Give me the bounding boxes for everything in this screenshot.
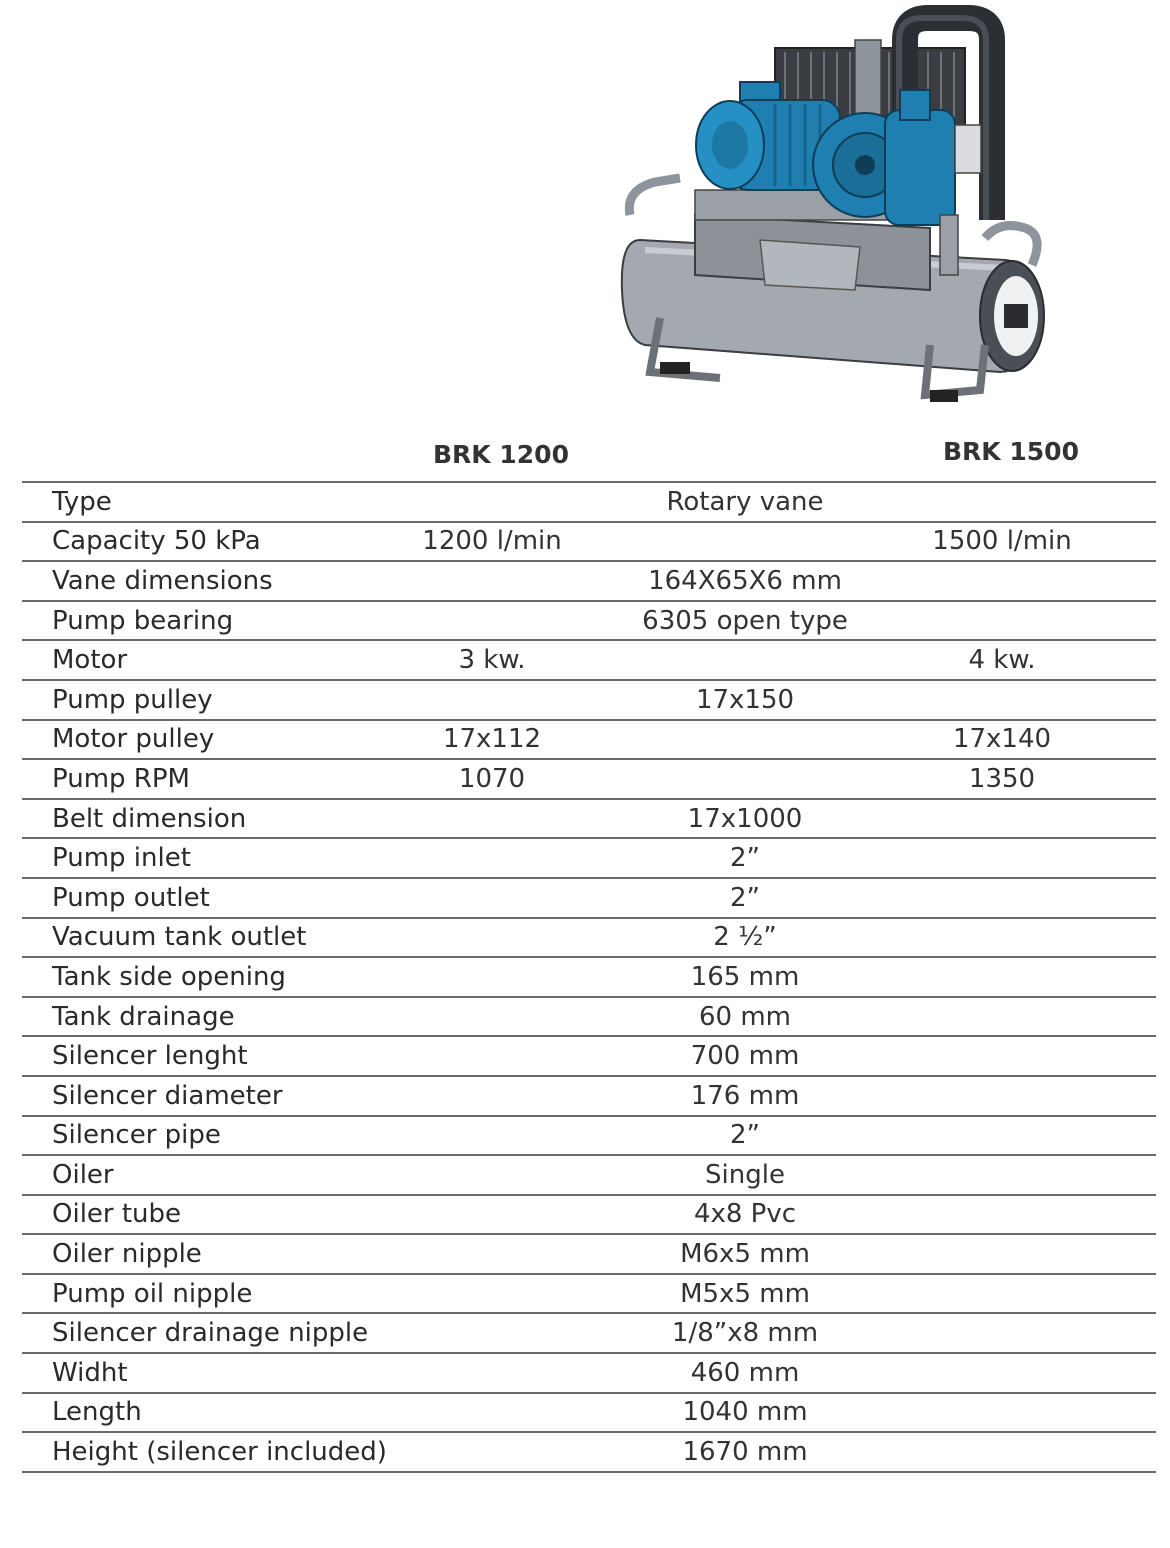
spec-value-shared: 60 mm	[698, 1001, 792, 1032]
spec-value-brk-1500: 1350	[968, 763, 1036, 794]
spec-value-brk-1200: 3 kw.	[458, 645, 526, 676]
spec-label: Capacity 50 kPa	[52, 526, 261, 557]
spec-value-shared: 176 mm	[690, 1080, 800, 1111]
spec-value-shared: Rotary vane	[666, 486, 824, 517]
spec-row	[22, 1196, 1156, 1236]
spec-value-brk-1200: 1200 l/min	[422, 526, 562, 557]
spec-label: Pump bearing	[52, 605, 234, 636]
spec-row	[22, 641, 1156, 681]
spec-row	[22, 879, 1156, 919]
spec-value-shared: 6305 open type	[642, 605, 848, 636]
spec-row	[22, 1117, 1156, 1157]
spec-label: Pump inlet	[52, 843, 191, 874]
spec-label: Silencer drainage nipple	[52, 1318, 369, 1349]
spec-row	[22, 1275, 1156, 1315]
model-header-brk-1500: BRK 1500	[943, 437, 1079, 466]
vacuum-pump-illustration	[600, 0, 1060, 410]
spec-row	[22, 721, 1156, 761]
spec-label: Silencer diameter	[52, 1080, 283, 1111]
spec-row	[22, 760, 1156, 800]
spec-row	[22, 919, 1156, 959]
spec-value-shared: M5x5 mm	[680, 1278, 810, 1309]
spec-value-brk-1500: 4 kw.	[968, 645, 1036, 676]
spec-row	[22, 998, 1156, 1038]
spec-value-shared: 460 mm	[690, 1357, 800, 1388]
spec-label: Silencer pipe	[52, 1120, 221, 1151]
spec-value-shared: M6x5 mm	[680, 1239, 810, 1270]
spec-label: Motor pulley	[52, 724, 215, 755]
spec-value-shared: 4x8 Pvc	[693, 1199, 797, 1230]
spec-row	[22, 1077, 1156, 1117]
spec-row	[22, 1156, 1156, 1196]
spec-label: Pump pulley	[52, 684, 213, 715]
spec-value-shared: 165 mm	[690, 961, 800, 992]
spec-label: Oiler tube	[52, 1199, 182, 1230]
spec-label: Belt dimension	[52, 803, 247, 834]
spec-value-brk-1200: 1070	[458, 763, 526, 794]
spec-value-shared: 2”	[729, 843, 761, 874]
spec-label: Oiler	[52, 1159, 114, 1190]
spec-value-shared: 17x1000	[687, 803, 803, 834]
spec-row	[22, 1235, 1156, 1275]
spec-row	[22, 681, 1156, 721]
model-header-brk-1200: BRK 1200	[433, 440, 569, 469]
spec-row	[22, 1394, 1156, 1434]
spec-row	[22, 800, 1156, 840]
spec-value-brk-1500: 17x140	[952, 724, 1052, 755]
spec-label: Pump outlet	[52, 882, 210, 913]
spec-row	[22, 839, 1156, 879]
spec-value-shared: 2 ½”	[713, 922, 777, 953]
spec-row	[22, 562, 1156, 602]
spec-label: Vane dimensions	[52, 565, 273, 596]
spec-label: Height (silencer included)	[52, 1437, 387, 1468]
specification-table	[22, 481, 1156, 1473]
spec-label: Silencer lenght	[52, 1041, 248, 1072]
spec-value-shared: 2”	[729, 882, 761, 913]
spec-row	[22, 1433, 1156, 1473]
spec-row	[22, 958, 1156, 998]
spec-value-shared: 164X65X6 mm	[648, 565, 842, 596]
spec-row	[22, 523, 1156, 563]
spec-row	[22, 1354, 1156, 1394]
spec-value-shared: 1040 mm	[682, 1397, 808, 1428]
spec-value-shared: 2”	[729, 1120, 761, 1151]
spec-value-shared: 1/8”x8 mm	[671, 1318, 819, 1349]
spec-label: Pump oil nipple	[52, 1278, 253, 1309]
spec-label: Tank drainage	[52, 1001, 235, 1032]
spec-label: Pump RPM	[52, 763, 190, 794]
spec-value-shared: 700 mm	[690, 1041, 800, 1072]
spec-value-shared: 17x150	[695, 684, 795, 715]
spec-label: Tank side opening	[52, 961, 286, 992]
spec-row	[22, 602, 1156, 642]
spec-label: Oiler nipple	[52, 1239, 202, 1270]
spec-value-brk-1200: 17x112	[442, 724, 542, 755]
spec-row	[22, 1037, 1156, 1077]
spec-label: Widht	[52, 1357, 128, 1388]
spec-row	[22, 483, 1156, 523]
spec-value-brk-1500: 1500 l/min	[932, 526, 1072, 557]
spec-value-shared: 1670 mm	[682, 1437, 808, 1468]
spec-label: Motor	[52, 645, 128, 676]
spec-value-shared: Single	[705, 1159, 785, 1190]
spec-label: Type	[52, 486, 112, 517]
spec-label: Length	[52, 1397, 142, 1428]
spec-row	[22, 1314, 1156, 1354]
spec-label: Vacuum tank outlet	[52, 922, 307, 953]
